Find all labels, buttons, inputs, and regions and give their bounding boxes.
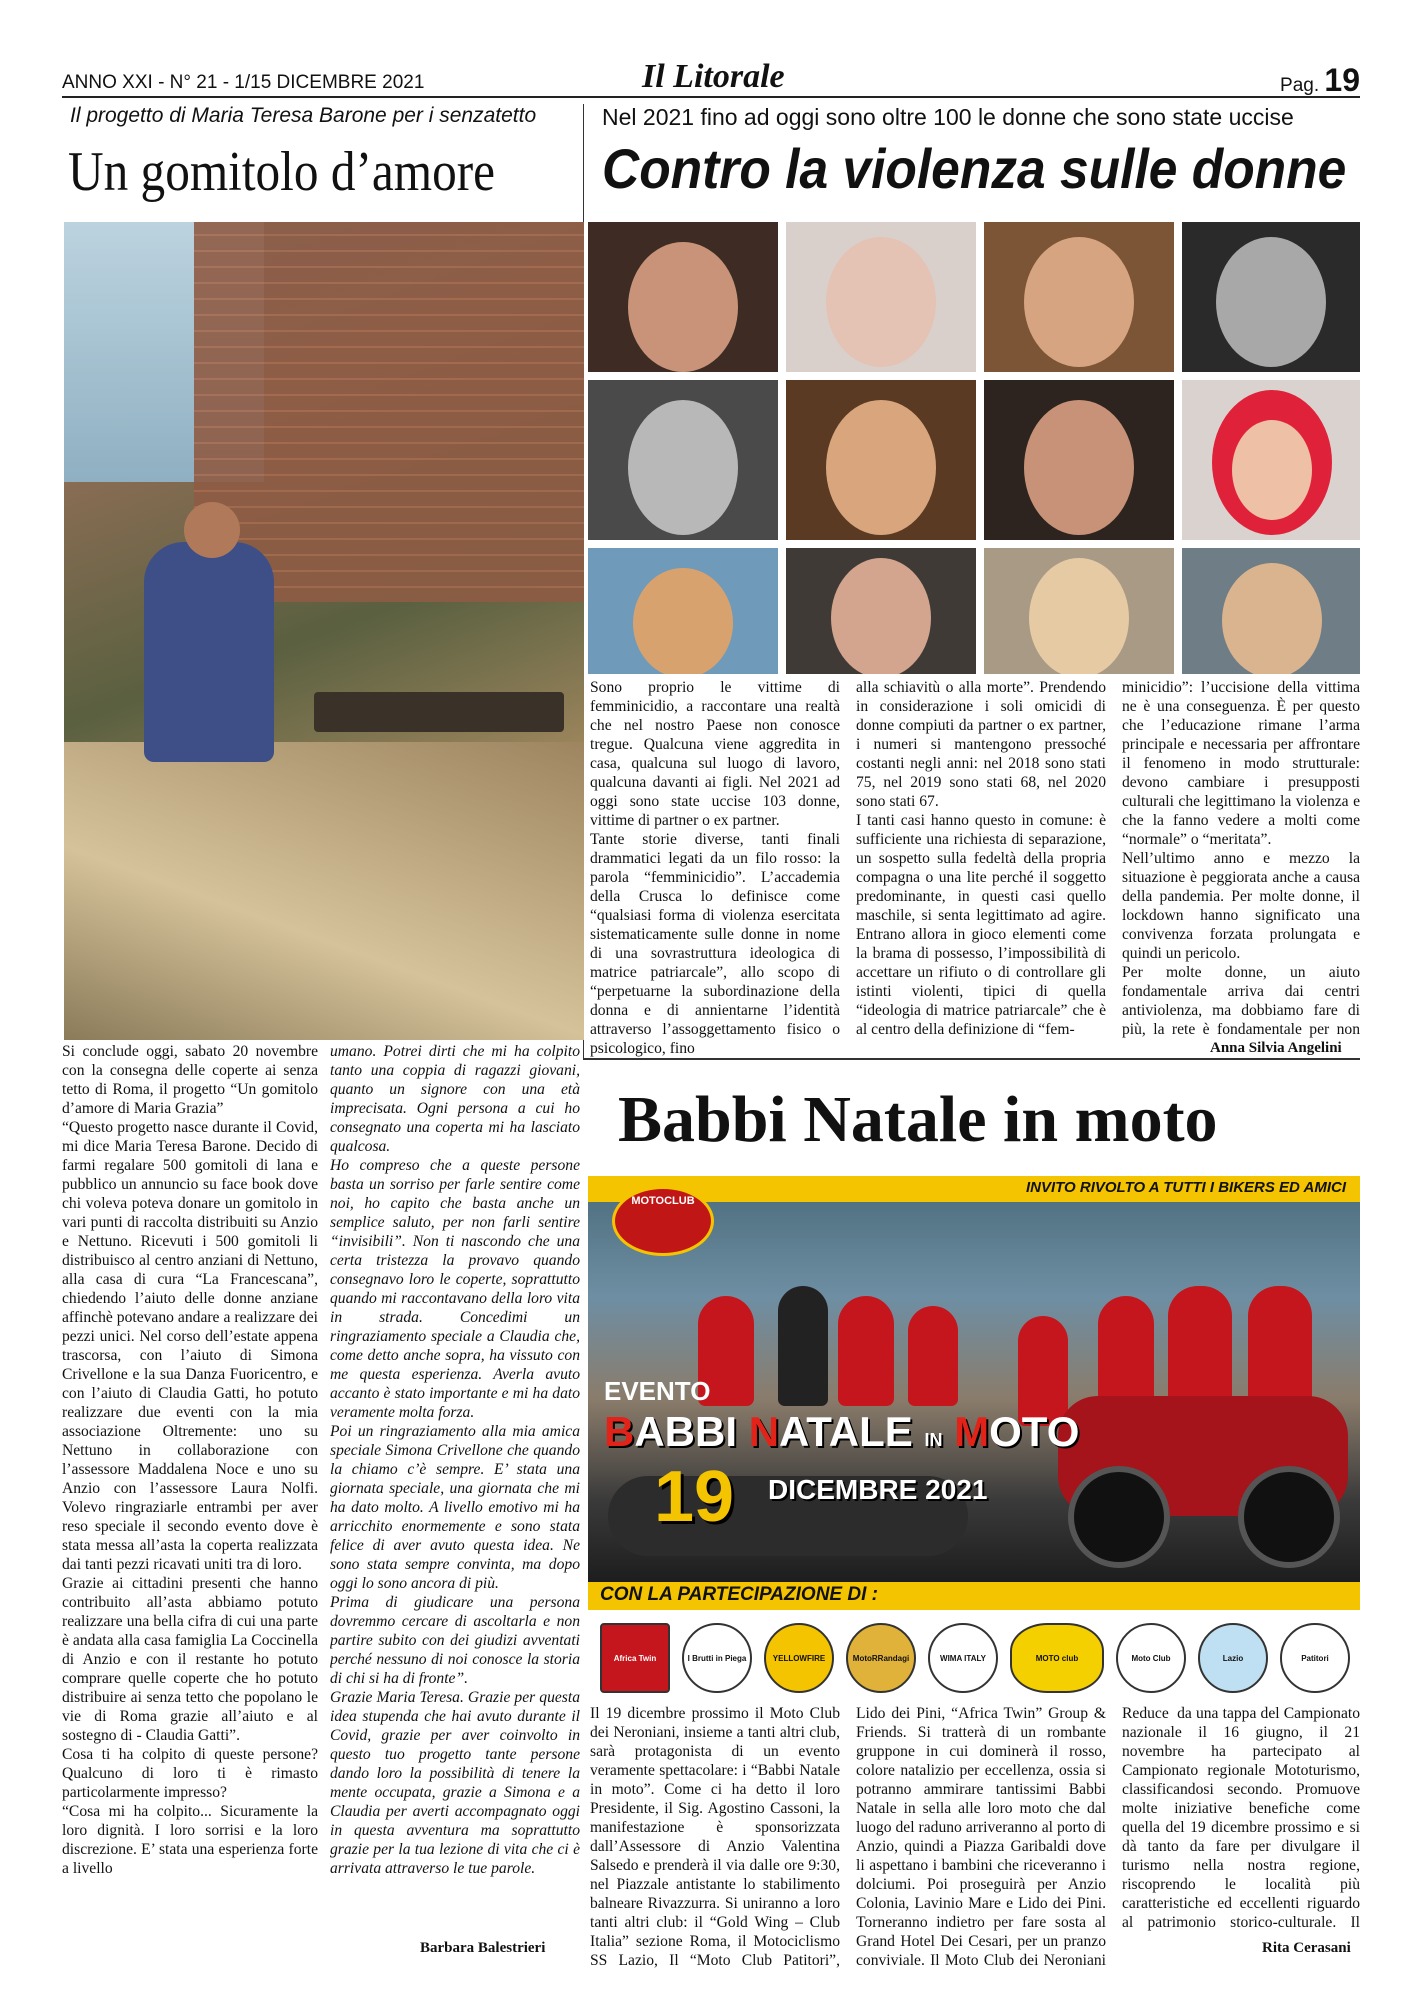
club-logo: YELLOWFIRE: [764, 1623, 834, 1693]
victim-photo: [1182, 222, 1360, 372]
page-label: Pag.: [1280, 75, 1320, 96]
section-divider: [583, 1058, 1360, 1060]
club-logo: Lazio: [1198, 1623, 1268, 1693]
headline-abbi: ABBI: [634, 1408, 738, 1455]
poster-month: DICEMBRE 2021: [768, 1474, 988, 1505]
participation-band: [588, 1582, 1360, 1610]
violence-text-3: minicidio”: l’uccisione della vittima ne è una conseguenza. È per questo che l’educazione rimane l’arma principale e necessaria per affrontare il fenomeno in modo strutturale: devono cambiare i presupposti culturali che legittimano la violenza e che la fanno vedere a molti come “normale” o “meritata”. Nell’ultimo anno e mezzo la situazione è peggiorata anche a causa della pandemia. Per molte donne, il lockdown hanno significato una convivenza forzata prolungata e quindi un pericolo. Per molte donne, un aiuto fondamentale arriva dai centri antiviolenza, ma dobbiamo fare di più, la rete è fondamentale per non: [1122, 679, 1360, 1038]
victim-photo: [984, 380, 1174, 540]
gomitolo-text-1: Si conclude oggi, sabato 20 novembre con la consegna delle coperte ai senza tetto di Roma, il progetto “Un gomitolo d’amore di Maria Grazia” “Questo progetto nasce durante il Covid, mi dice Maria Teresa Barone. Decido di farmi regalare 500 gomitoli di lana e pubblico un annuncio su face book dove chi voleva poteva donare un gomitolo in vari punti di raccolta distribuiti su Anzio e Nettuno. Ricevuti i 500 gomitoli li distribuisco al centro anziani di Nettuno, alla casa di cura “La Francescana”, chiedendo l’aiuto delle donne anziane affinchè potevano andare a realizzare dei pezzi unici. Nel corso dell’estate appena trascorsa, con l’aiuto di Simona Crivellone e la sua Danza Fuoricentro, e con l’aiuto di Claudia Gatti, ho potuto realizzare due eventi con la mia associazione Oltremente: uno su Nettuno in collaborazione con l’assessore Maddalena Noce e uno su Anzio con l’assessore Laura Nolfi. Volevo ringraziarle entrambi per aver reso speciale il secondo evento dove è stata messa all’asta la coperta realizzata dai tanti pezzi ricavati uniti tra di loro. Grazie ai cittadini presenti che hanno contribuito all’asta abbiamo potuto realizzare una bella cifra di cui una parte è andata alla casa famiglia La Coccinella di Anzio e con il restante ho potuto comprare quelle coperte che ho potuto distribuire ai senza tetto che popolano le vie di Roma grazie all’aiuto e al sostegno di - Claudia Gatti”. Cosa ti ha colpito di queste persone? Qualcuno di loro ti è rimasto particolarmente impresso? “Cosa mi ha colpito... Sicuramente la loro dignità. I loro sorrisi e la loro discrezione. E’ stata una esperienza forte a livello: [62, 1043, 318, 1877]
victim-photo: [588, 222, 778, 372]
violence-author: Anna Silvia Angelini: [1210, 1040, 1342, 1056]
club-logos: [600, 1618, 1350, 1698]
violence-col-1: [590, 678, 840, 1058]
moto-text-3: Reduce da una tappa del Campionato nazionale il 16 giugno, il 21 novembre ha partecipato al Campionato regionale Mototurismo, classificandosi secondo. Promuove molte iniziative benefiche come quella del 19 dicembre prossimo e si dà tanto da fare per divulgare il turismo nella nostra regione, riscoprendo le località più caratteristiche ed eccellenti riguardo al patrimonio storico-culturale. Il: [1122, 1705, 1360, 1931]
victim-photo: [588, 548, 778, 674]
headline-n: N: [748, 1408, 780, 1455]
participation-label: CON LA PARTECIPAZIONE DI :: [600, 1584, 878, 1605]
gomitolo-author: Barbara Balestrieri: [420, 1940, 546, 1956]
poster-evento: EVENTO: [604, 1376, 711, 1406]
photo-brick-wall: [194, 222, 584, 602]
moto-col-3: [1122, 1704, 1360, 1932]
victim-photo: [1182, 548, 1360, 674]
issue-info: ANNO XXI - N° 21 - 1/15 DICEMBRE 2021: [62, 72, 425, 93]
rider: [778, 1286, 828, 1406]
victim-photo: [984, 222, 1174, 372]
headline-b: B: [604, 1408, 635, 1455]
poster-day: 19: [654, 1457, 735, 1537]
violence-title: Contro la violenza sulle donne: [602, 137, 1347, 200]
victim-photo: [984, 548, 1174, 674]
motoclub-logo-text: MOTOCLUB: [631, 1195, 695, 1207]
santa-rider: [908, 1306, 958, 1406]
page-number: [1280, 62, 1360, 99]
club-logo: I Brutti in Piega: [682, 1623, 752, 1693]
violence-col-2: [856, 678, 1106, 1058]
victim-photo: [588, 380, 778, 540]
gomitolo-kicker: Il progetto di Maria Teresa Barone per i senzatetto: [70, 104, 537, 127]
poster-headline: [604, 1408, 1079, 1456]
club-logo: Africa Twin: [600, 1623, 670, 1693]
victim-photo: [786, 380, 976, 540]
headline-in: IN: [924, 1430, 943, 1450]
gomitolo-text-2: umano. Potrei dirti che mi ha colpito tanto una coppia di ragazzi giovani, quanto un signore con una età imprecisata. Ogni persona a cui ho consegnato una coperta mi ha lasciato qualcosa. Ho compreso che a queste persone basta un sorriso per farle sentire come noi, ho capito che basta anche un semplice saluto, per non farli sentire “invisibili”. Non ti nascondo che una certa tristezza la provavo quando consegnavo loro le coperte, soprattutto quando mi raccontavano della loro vita in strada. Concedimi un ringraziamento speciale a Claudia che, come detto anche sopra, ha vissuto con me questa esperienza. Averla avuto accanto è stato importante e mi ha dato veramente molta forza. Poi un ringraziamento alla mia amica speciale Simona Crivellone che quando la chiamo c’è sempre. E’ stata una giornata speciale, una giornata che mi ha dato molto. A livello emotivo mi ha arricchito enormemente e sono stata felice di aver avuto questa idea. Ne sono stata sempre convinta, ma dopo oggi lo sono ancora di più. Prima di giudicare una persona dovremmo cercare di ascoltarla e non partire subito con dei giudizi avventati perché nessuno di noi conosce la storia di chi si ha di fronte”. Grazie Maria Teresa. Grazie per questa idea stupenda che hai avuto durante il Covid, grazie per aver coinvolto in questo tuo progetto tante persone dando loro la possibilità di tenere la mente occupata, grazie a Simona e a Claudia per averti accompagnato oggi in questa avventura ma soprattutto grazie per la tua lezione di vita che ci è arrivata attraverso le tue parole.: [330, 1043, 580, 1877]
moto-author: Rita Cerasani: [1262, 1940, 1351, 1956]
club-logo: WIMA ITALY: [928, 1623, 998, 1693]
headline-m: M: [954, 1408, 990, 1455]
photo-bench: [314, 692, 564, 732]
moto-text-1: Il 19 dicembre prossimo il Moto Club dei Neroniani, insieme a tanti altri club, sarà protagonista di un evento veramente spettacolare: i “Babbi Natale in moto”. Come ci ha detto il loro Presidente, il Sig. Agostino Cassoni, la manifestazione è sponsorizzata dall’Assessore di Anzio Valentina Salsedo e prenderà il via dalle ore 9:30, nel Piazzale antistante lo stabilimento balneare Rivazzurra. Si uniranno a loro tanti altri club: il “Gold Wing – Club Italia” sezione Roma, il Motociclismo SS Lazio, Il “Moto Club Patitori”,: [590, 1705, 840, 1969]
headline-oto: OTO: [989, 1408, 1080, 1455]
event-poster: [588, 1176, 1360, 1582]
moto-col-2: [856, 1704, 1106, 1972]
moto-text-2: Lido dei Pini, “Africa Twin” Group & Friends. Si tratterà di un rombante gruppone in cui dominerà il rosso, colore natalizio per eccellenza, ossia si potranno ammirare tantissimi Babbi Natale in sella alle loro moto che dal luogo del raduno arriveranno al porto di Anzio, quindi a Piazza Garibaldi dove li aspettano i bambini che riceveranno i dolciumi. Poi proseguirà per Anzio Colonia, Lavinio Mare e Lido dei Pini. Torneranno indietro per fare sosta al Grand Hotel Dei Cesari, per un pranzo conviviale. Il Moto Club dei Neroniani: [856, 1705, 1106, 1969]
motorcycle-wheel: [1238, 1466, 1340, 1568]
victim-photo: [786, 548, 976, 674]
victim-photo: [1182, 380, 1360, 540]
violence-kicker: Nel 2021 fino ad oggi sono oltre 100 le donne che sono state uccise: [602, 104, 1294, 130]
photo-path: [64, 742, 584, 1040]
violence-text-1: Sono proprio le vittime di femminicidio, a raccontare una realtà che nel nostro Paese non conosce tregue. Qualcuna viene aggredita in casa, qualcuna sul luogo di lavoro, qualcuna davanti ai figli. Nel 2021 ad oggi sono state uccise 103 donne, vittime di partner o ex partner. Tante storie diverse, tanti finali drammatici legati da un filo rosso: la parola “femminicidio”. L’accademia della Crusca lo definisce come “qualsiasi forma di violenza esercitata sistematicamente sulle donne in nome di una sovrastruttura ideologica di matrice patriarcale”, allo scopo di “perpetuarne la subordinazione della donna e di annientarne l’identità attraverso l’assoggettamento fisico o psicologico, fino: [590, 679, 840, 1057]
gomitolo-col-1: [62, 1042, 318, 1952]
gomitolo-title: Un gomitolo d’amore: [68, 141, 496, 203]
headline-atale: ATALE: [779, 1408, 913, 1455]
homeless-photo: [64, 222, 584, 1040]
gomitolo-col-2: [330, 1042, 580, 1922]
violence-text-2: alla schiavitù o alla morte”. Prendendo in considerazione i soli omicidi di donne compiuti da partner o ex partner, i numeri si mantengono pressoché costanti negli anni: nel 2018 sono stati 75, nel 2019 sono stati 68, nel 2020 sono stati 67. I tanti casi hanno questo in comune: è sufficiente una richiesta di separazione, un sospetto sulla fedeltà della propria compagna o una lite perché il soggetto predominante, in questi casi quello maschile, si senta legittimato ad agire. Entrano allora in gioco elementi come la brama di possesso, l’impossibilità di accettare un rifiuto o di controllare gli istinti violenti, tipici di quella “ideologia di matrice patriarcale” che è al centro della definizione di “fem-: [856, 679, 1106, 1038]
violence-col-3: [1122, 678, 1360, 1040]
motoclub-logo: [612, 1186, 714, 1256]
newspaper-name: Il Litorale: [642, 58, 785, 95]
club-logo: Patitori: [1280, 1623, 1350, 1693]
moto-col-1: [590, 1704, 840, 1972]
club-logo: MotoRRandagi: [846, 1623, 916, 1693]
club-logo: Moto Club: [1116, 1623, 1186, 1693]
santa-rider: [838, 1296, 894, 1406]
victim-photo: [786, 222, 976, 372]
page-header: [62, 58, 1360, 98]
page-number-value: 19: [1324, 62, 1360, 98]
club-logo: MOTO club: [1010, 1623, 1104, 1693]
motorcycle-wheel: [1068, 1466, 1170, 1568]
poster-invite-text: INVITO RIVOLTO A TUTTI I BIKERS ED AMICI: [1025, 1179, 1346, 1196]
moto-title: Babbi Natale in moto: [618, 1083, 1218, 1156]
photo-woman-head: [184, 502, 240, 558]
photo-woman: [144, 542, 274, 762]
